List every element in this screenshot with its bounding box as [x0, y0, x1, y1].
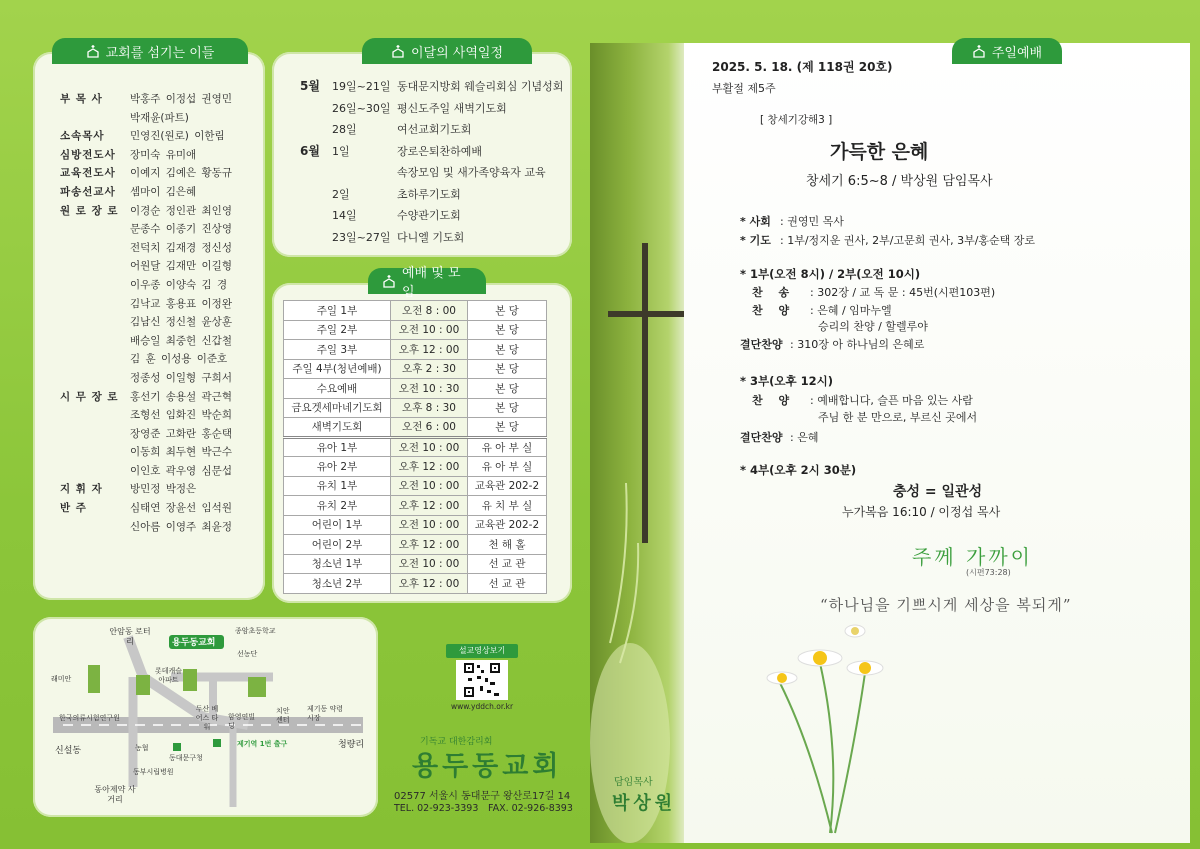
servant-names: 박재윤(파트)	[130, 111, 189, 124]
service-row	[284, 320, 547, 340]
host: : 권영민 목사	[780, 215, 844, 228]
service-row	[284, 437, 547, 457]
service4-title: 충성 = 일관성	[893, 484, 983, 500]
schedule-date: 14일	[332, 209, 357, 222]
church-tel: TEL. 02-923-3393	[394, 803, 479, 814]
servant-row	[60, 425, 260, 444]
servant-row	[60, 350, 260, 369]
schedule-event: 다니엘 기도회	[397, 230, 465, 244]
service3-song2: 주님 한 분 만으로, 부르신 곳에서	[818, 411, 978, 424]
service4-heading: * 4부(오후 2시 30분)	[740, 463, 857, 477]
service-name: 수요예배	[284, 379, 391, 399]
schedule-date: 23일~27일	[332, 230, 391, 244]
servant-role: 반 주	[60, 502, 87, 515]
servant-names: 김낙교 홍용표 이정완	[130, 297, 232, 310]
map-label-hamyeong: 함영연빌딩	[228, 713, 256, 730]
servant-names: 홍선기 송용설 곽근혁	[130, 390, 232, 403]
servants-title: 교회를 섬기는 이들	[105, 45, 215, 61]
schedule-date: 2일	[332, 187, 350, 201]
service4-scripture: 누가복음 16:10 / 이정섭 목사	[842, 505, 1001, 519]
service-name: 주일 1부	[284, 301, 391, 321]
servant-role: 심방전도사	[60, 148, 116, 161]
church-icon	[391, 44, 405, 58]
service-row	[284, 574, 547, 594]
servant-role	[60, 462, 130, 481]
servant-role	[60, 406, 130, 425]
service-place: 본 당	[468, 340, 547, 360]
service-time: 오후 12 : 00	[391, 535, 468, 555]
map-label-school: 종암초등학교	[235, 627, 276, 635]
service12-choir: : 310장 아 하나님의 은혜로	[790, 338, 925, 351]
map-label-nongh: 농협	[135, 744, 149, 752]
schedule-event: 속장모임 및 새가족양육자 교육	[397, 166, 546, 179]
service-place: 본 당	[468, 301, 547, 321]
services-title: 예배 및 모임	[402, 266, 461, 300]
servant-names: 이경순 정인관 최인영	[130, 204, 232, 217]
servant-role	[60, 109, 130, 128]
servant-names: 박홍주 이정섭 권영민	[130, 93, 232, 105]
schedule-date: 26일~30일	[332, 101, 391, 115]
map-label-north: 안암동 로터리	[109, 627, 151, 646]
servant-role	[60, 295, 130, 314]
map-panel	[33, 617, 378, 817]
schedule-event: 여선교회기도회	[397, 123, 472, 136]
map-label-raemian: 래미안	[51, 675, 72, 683]
prayer: : 1부/정지운 권사, 2부/고문희 권사, 3부/홍순택 장로	[780, 234, 1036, 247]
service-place: 본 당	[468, 418, 547, 438]
service12-hymn-label: 찬 송	[752, 286, 796, 299]
schedule-month: 6월	[300, 143, 320, 158]
servant-row	[60, 388, 260, 407]
service-name: 금요겟세마네기도회	[284, 398, 391, 418]
servant-role	[60, 350, 130, 369]
servant-row	[60, 146, 260, 165]
church-fax: FAX. 02-926-8393	[488, 803, 573, 814]
map-label-tower: 두산 베어스 타워	[195, 705, 219, 731]
servant-role	[60, 239, 130, 258]
qr-url[interactable]: www.yddch.or.kr	[450, 702, 514, 711]
service-time: 오후 12 : 00	[391, 574, 468, 594]
services-table	[283, 300, 547, 594]
church-season: 부활절 제5주	[712, 82, 776, 95]
service-place: 유 아 부 실	[468, 437, 547, 457]
schedule-tab	[362, 38, 532, 64]
servant-names: 김남신 정신철 윤상훈	[130, 316, 232, 329]
schedule-event: 수양관기도회	[397, 209, 461, 222]
servant-names: 배승일 최중헌 신갑철	[130, 334, 232, 347]
map-label-mart: 롯데캐슬 아파트	[154, 667, 183, 684]
map-label-west: 신설동	[55, 746, 82, 756]
servant-names: 이동희 최두현 박근수	[130, 446, 232, 459]
motto: 주께 가까이	[912, 545, 1033, 569]
servant-row	[60, 109, 260, 128]
sunday-tab-title: 주일예배	[991, 45, 1043, 61]
service-row	[284, 515, 547, 535]
pastor-title: 담임목사	[614, 777, 653, 788]
service-row	[284, 340, 547, 360]
service-name: 주일 2부	[284, 320, 391, 340]
schedule-date: 28일	[332, 123, 357, 136]
service-row	[284, 359, 547, 379]
service-row	[284, 418, 547, 438]
servant-row	[60, 202, 260, 221]
servant-role: 파송선교사	[60, 185, 116, 198]
church-icon	[382, 274, 396, 288]
servant-role: 시 무 장 로	[60, 390, 119, 403]
servant-row	[60, 499, 260, 518]
service-place: 유 치 부 실	[468, 496, 547, 516]
map-label-seondan: 선농단	[237, 650, 258, 658]
servant-row	[60, 239, 260, 258]
service12-heading: * 1부(오전 8시) / 2부(오전 10시)	[740, 267, 921, 281]
service12-choir-label: 결단찬양	[740, 338, 783, 351]
service12-song2: 승리의 찬양 / 할렐루야	[818, 320, 928, 333]
service-name: 주일 3부	[284, 340, 391, 360]
service-time: 오후 12 : 00	[391, 457, 468, 477]
services-tab	[368, 266, 486, 300]
service-place: 천 해 홀	[468, 535, 547, 555]
servant-role	[60, 220, 130, 239]
servant-names: 방민정 박정은	[130, 483, 197, 496]
service-time: 오전 6 : 00	[391, 418, 468, 438]
service-name: 어린이 2부	[284, 535, 391, 555]
map-label-seminary: 한국의류시험연구원	[59, 714, 120, 722]
servant-names: 장영준 고화란 홍순택	[130, 427, 232, 440]
servant-role: 소속목사	[60, 130, 105, 143]
daisy-flowers	[760, 603, 910, 843]
service-place: 유 아 부 실	[468, 457, 547, 477]
servant-names: 장미숙 유미애	[130, 148, 197, 161]
service-place: 선 교 관	[468, 574, 547, 594]
service-row	[284, 476, 547, 496]
servants-tab	[52, 38, 248, 64]
servant-row	[60, 462, 260, 481]
schedule-event: 장로은퇴찬하예배	[397, 144, 483, 158]
map-label-church: 용두동교회	[172, 638, 216, 648]
servants-list	[60, 90, 260, 536]
sermon-scripture: 창세기 6:5~8 / 박상원 담임목사	[806, 174, 993, 189]
servant-row	[60, 443, 260, 462]
servant-names: 이인호 곽우영 심문섭	[130, 464, 232, 477]
servant-role	[60, 443, 130, 462]
motto-ref: (시편73:28)	[966, 568, 1011, 577]
schedule-title: 이달의 사역일정	[410, 45, 504, 61]
servant-role	[60, 276, 130, 295]
servant-names: 어원달 김재만 이길형	[130, 260, 232, 273]
servant-role: 지 휘 자	[60, 483, 103, 496]
map-label-east: 청량리	[338, 740, 365, 750]
service-name: 유치 2부	[284, 496, 391, 516]
servant-role	[60, 332, 130, 351]
prayer-label: * 기도	[740, 234, 771, 247]
servant-role	[60, 425, 130, 444]
schedule-date: 1일	[332, 144, 350, 158]
service3-choir-label: 결단찬양	[740, 431, 783, 444]
sunday-tab	[952, 38, 1062, 64]
service-row	[284, 496, 547, 516]
service-name: 유아 1부	[284, 437, 391, 457]
pastor-name: 박상원	[612, 793, 677, 814]
servant-row	[60, 313, 260, 332]
service-row	[284, 398, 547, 418]
service3-song1: : 예배합니다, 슬픈 마음 있는 사람	[810, 394, 973, 407]
servant-names: 심태연 장윤선 임석원	[130, 502, 232, 515]
servant-names: 문종수 이종기 진상영	[130, 223, 232, 236]
map-label-exit: 제기역 1번 출구	[237, 740, 288, 748]
servant-names: 이예지 김예은 황동규	[130, 167, 232, 180]
service-place: 본 당	[468, 320, 547, 340]
schedule-event: 동대문지방회 웨슬리회심 기념성회	[397, 80, 564, 93]
church-address: 02577 서울시 동대문구 왕산로17길 14	[394, 791, 571, 802]
service-time: 오전 10 : 30	[391, 379, 468, 399]
servant-row	[60, 90, 260, 109]
vision: “하나님을 기쁘시게 세상을 복되게”	[820, 596, 1072, 614]
host-label: * 사회	[740, 215, 771, 228]
service-time: 오전 8 : 00	[391, 301, 468, 321]
service-time: 오후 2 : 30	[391, 359, 468, 379]
servant-role	[60, 518, 130, 537]
servant-role	[60, 257, 130, 276]
servant-names: 셈마이 김은혜	[130, 185, 197, 198]
service-time: 오전 10 : 00	[391, 437, 468, 457]
servant-row	[60, 127, 260, 146]
service-time: 오전 10 : 00	[391, 515, 468, 535]
service-place: 본 당	[468, 398, 547, 418]
schedule-date: 19일~21일	[332, 80, 391, 93]
service12-hymn: : 302장 / 교 독 문 : 45번(시편103편)	[810, 286, 996, 299]
service-place: 선 교 관	[468, 554, 547, 574]
church-denomination: 기독교 대한감리회	[420, 737, 493, 747]
servant-names: 민영진(원로) 이한림	[130, 130, 225, 143]
service-row	[284, 554, 547, 574]
service-time: 오후 12 : 00	[391, 340, 468, 360]
church-icon	[86, 44, 100, 58]
servant-row	[60, 257, 260, 276]
service3-heading: * 3부(오후 12시)	[740, 374, 833, 388]
bulletin-date: 2025. 5. 18. (제 118권 20호)	[712, 60, 893, 74]
service-time: 오전 10 : 00	[391, 554, 468, 574]
schedule-event: 평신도주일 새벽기도회	[397, 101, 507, 115]
servant-row	[60, 406, 260, 425]
sermon-title: 가득한 은혜	[830, 141, 929, 163]
service-time: 오전 10 : 00	[391, 320, 468, 340]
servant-names: 조형선 임화진 박순희	[130, 409, 232, 422]
servant-row	[60, 518, 260, 537]
service-name: 청소년 2부	[284, 574, 391, 594]
servant-row	[60, 183, 260, 202]
servant-row	[60, 480, 260, 499]
service3-song-label: 찬 양	[752, 394, 796, 407]
qr-code[interactable]	[456, 660, 508, 700]
servant-role: 교육전도사	[60, 167, 116, 180]
service12-song-label: 찬 양	[752, 304, 796, 317]
service-name: 새벽기도회	[284, 418, 391, 438]
map-label-south: 동아제약 사거리	[94, 785, 136, 804]
service-time: 오전 10 : 00	[391, 476, 468, 496]
servant-row	[60, 220, 260, 239]
schedule-month: 5월	[300, 79, 320, 93]
service-time: 오후 8 : 30	[391, 398, 468, 418]
service-name: 주일 4부(청년예배)	[284, 359, 391, 379]
servant-row	[60, 164, 260, 183]
service-row	[284, 379, 547, 399]
service12-song1: : 은혜 / 임마누엘	[810, 304, 892, 317]
servant-role	[60, 313, 130, 332]
service-row	[284, 535, 547, 555]
service-name: 어린이 1부	[284, 515, 391, 535]
servant-row	[60, 332, 260, 351]
map-label-center: 치안 센터	[276, 707, 290, 724]
service-time: 오후 12 : 00	[391, 496, 468, 516]
servant-names: 신아름 이영주 최윤정	[130, 520, 232, 533]
map-label-office: 동대문구청	[169, 754, 203, 762]
servant-row	[60, 295, 260, 314]
cross-photo	[590, 43, 688, 843]
service-row	[284, 301, 547, 321]
servant-names: 김 훈 이성용 이준호	[130, 353, 228, 366]
sermon-series: [ 창세기강해3 ]	[760, 114, 833, 126]
map-label-yakryeong: 제기동 약령시장	[307, 705, 344, 722]
service-row	[284, 457, 547, 477]
servant-row	[60, 276, 260, 295]
map-label-hospital: 동부시립병원	[133, 768, 174, 776]
church-icon	[972, 44, 986, 58]
schedule-list	[300, 76, 570, 251]
servant-names: 정종성 이일형 구희서	[130, 371, 232, 384]
service-name: 유치 1부	[284, 476, 391, 496]
servant-names: 전덕치 김재경 정신성	[130, 241, 232, 254]
servant-role	[60, 369, 130, 388]
service-name: 청소년 1부	[284, 554, 391, 574]
servant-names: 이우종 이양숙 김 경	[130, 278, 228, 291]
schedule-event: 초하루기도회	[397, 187, 461, 201]
service-place: 교육관 202-2	[468, 476, 547, 496]
service-name: 유아 2부	[284, 457, 391, 477]
servant-row	[60, 369, 260, 388]
service-place: 본 당	[468, 359, 547, 379]
service-place: 본 당	[468, 379, 547, 399]
church-name: 용두동교회	[412, 751, 563, 782]
qr-label: 설교영상보기	[446, 644, 518, 658]
service3-choir: : 은혜	[790, 431, 819, 444]
service-place: 교육관 202-2	[468, 515, 547, 535]
servant-role: 원 로 장 로	[60, 204, 119, 217]
servant-role: 부 목 사	[60, 93, 103, 105]
